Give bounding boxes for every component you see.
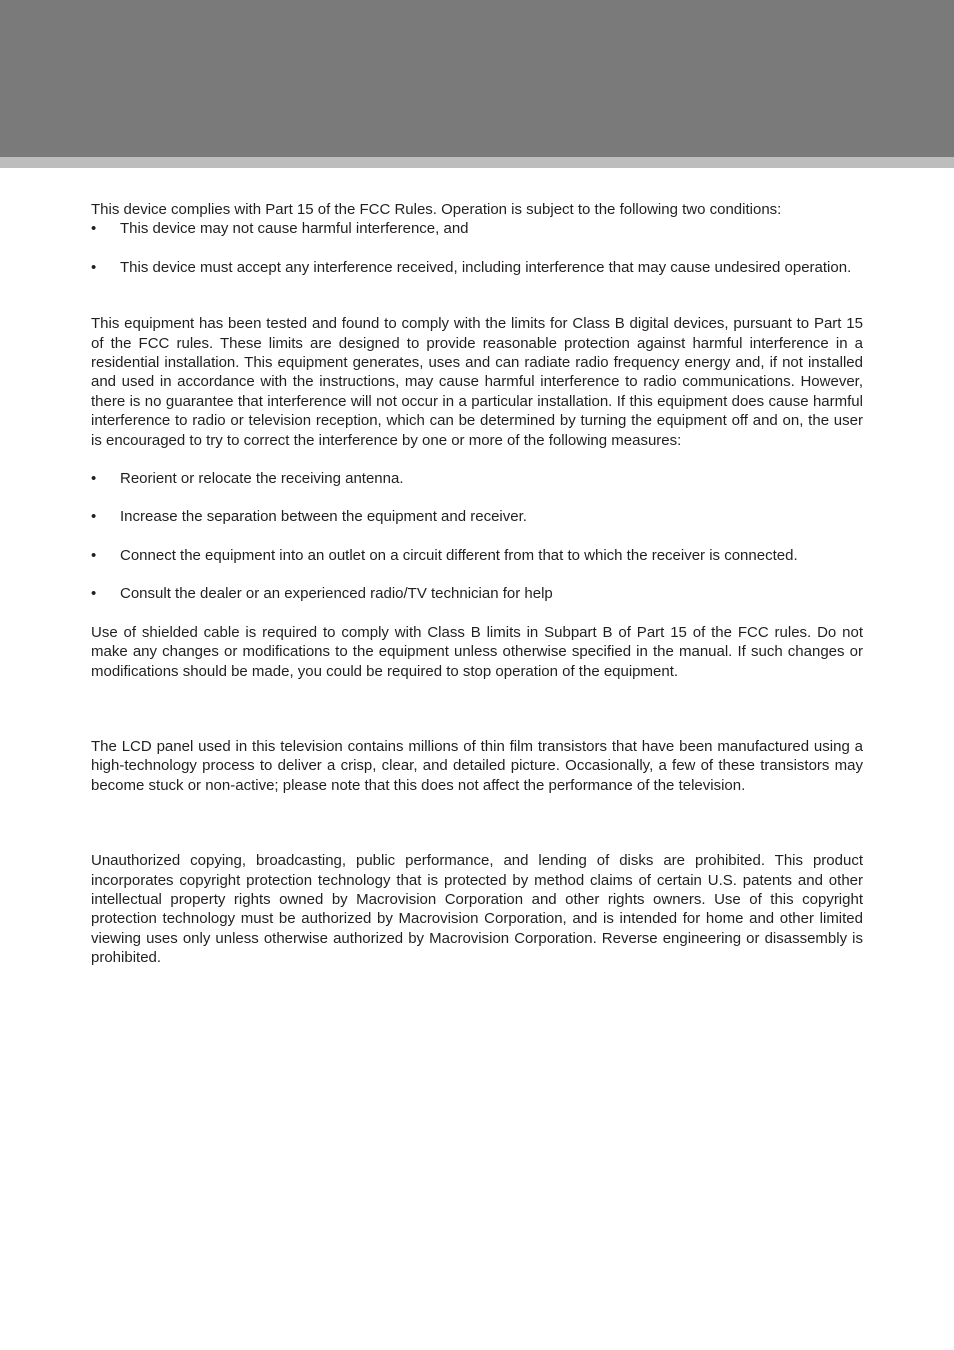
bullet-icon: •	[91, 546, 97, 564]
list-item	[91, 258, 863, 277]
list-item	[91, 584, 863, 603]
list-item	[91, 546, 863, 565]
measure-text: Reorient or relocate the receiving antenna.	[120, 470, 404, 488]
header-stripe	[0, 157, 954, 168]
bullet-icon: •	[91, 508, 97, 526]
shielded-cable-paragraph: Use of shielded cable is required to comply with Class B limits in Subpart B of Part 15 of the FCC rules. Do not make any changes or modifications to the equipment unless otherwise specified in the manual. If such changes or modifications should be made, you could be required to stop operation of the equipment.	[91, 623, 863, 680]
page-content	[91, 200, 863, 968]
interference-measures-list	[91, 469, 863, 604]
equipment-compliance-paragraph: This equipment has been tested and found to comply with the limits for Class B digital devices, pursuant to Part 15 of the FCC rules. These limits are designed to provide reasonable protection against harmful interference in a residential installation. This equipment generates, uses and can radiate radio frequency energy and, if not installed and used in accordance with the instructions, may cause harmful interference to radio communications. However, there is no guarantee that interference will not occur in a particular installation. If this equipment does cause harmful interference to radio or television reception, which can be determined by turning the equipment off and on, the user is encouraged to try to correct the interference by one or more of the following measures:	[91, 315, 863, 449]
bullet-icon: •	[91, 220, 97, 238]
fcc-intro-text: This device complies with Part 15 of the FCC Rules. Operation is subject to the following two conditions:	[91, 201, 782, 218]
lcd-panel-paragraph: The LCD panel used in this television contains millions of thin film transistors that have been manufactured using a high-technology process to deliver a crisp, clear, and detailed picture. Occasionally, a few of these transistors may become stuck or non-active; please note that this does not affect the performance of the television.	[91, 737, 863, 794]
bullet-icon: •	[91, 585, 97, 603]
fcc-conditions-list	[91, 219, 863, 277]
list-item	[91, 469, 863, 488]
header-band	[0, 0, 954, 157]
measure-text: Connect the equipment into an outlet on a circuit different from that to which the receiver is connected.	[120, 546, 798, 564]
measure-text: Increase the separation between the equipment and receiver.	[120, 508, 527, 526]
copyright-protection-paragraph: Unauthorized copying, broadcasting, public performance, and lending of disks are prohibited. This product incorporates copyright protection technology that is protected by method claims of certain U.S. patents and other intellectual property rights owned by Macrovision Corporation and other rights owners. Use of this copyright protection technology must be authorized by Macrovision Corporation, and is intended for home and other limited viewing uses only unless otherwise authorized by Macrovision Corporation. Reverse engineering or disassembly is prohibited.	[91, 852, 863, 967]
condition-text: This device may not cause harmful interference, and	[120, 220, 469, 238]
condition-text: This device must accept any interference received, including interference that may cause undesired operation.	[120, 258, 852, 276]
measure-text: Consult the dealer or an experienced radio/TV technician for help	[120, 585, 553, 603]
bullet-icon: •	[91, 258, 97, 276]
list-item	[91, 507, 863, 526]
list-item	[91, 219, 863, 238]
bullet-icon: •	[91, 470, 97, 488]
